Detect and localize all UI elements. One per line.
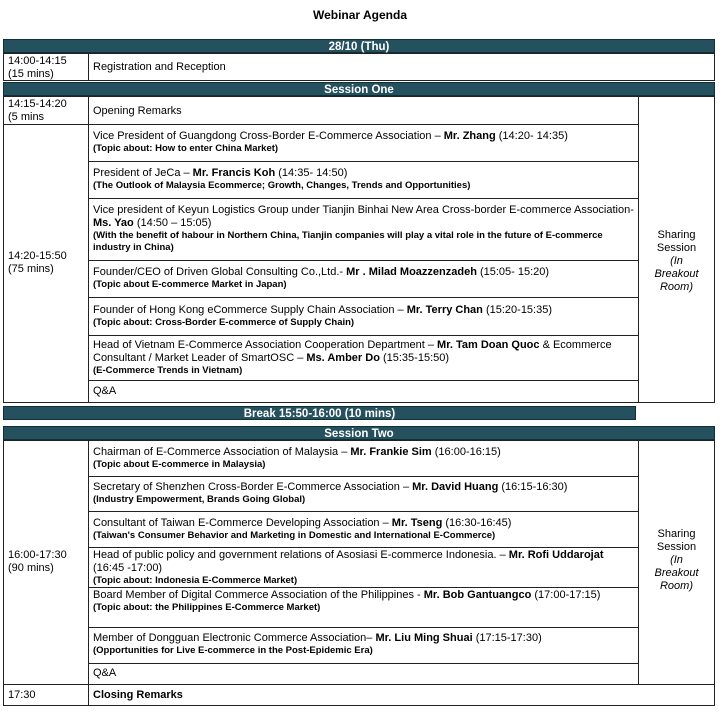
session-one-talk-6: Head of Vietnam E-Commerce Association Cooperation Department – Mr. Tam Doan Quoc & Ecommerce Consultant / Market Leader of SmartOSC – Ms. Amber Do (15:35-15:50) (E-Commerce Trends in Vietnam) — [88, 335, 639, 381]
opening-duration: (5 mins — [8, 111, 45, 123]
talk-topic: (With the benefit of habour in Northern China, Tianjin companies will play a vital role in the future of E-commerce industry in China) — [93, 230, 603, 253]
registration-label: Registration and Reception — [88, 53, 715, 81]
talk-topic: (Topic about E-commerce Market in Japan) — [93, 279, 287, 290]
session-one-talk-5: Founder of Hong Kong eCommerce Supply Chain Association – Mr. Terry Chan (15:20-15:35) (Topic about: Cross-Border E-commerce of Supply Chain) — [88, 297, 639, 336]
closing-time: 17:30 — [3, 684, 89, 706]
session-two-talk-4: Head of public policy and government relations of Asosiasi E-commerce Indonesia. – Mr. Rofi Uddarojat (16:45 -17:00) (Topic about: Indonesia E-Commerce Market) — [88, 547, 639, 588]
session-two-time: 16:00-17:30 — [8, 549, 67, 561]
session-one-talk-1: Vice President of Guangdong Cross-Border E-Commerce Association – Mr. Zhang (14:20- 14:35) (Topic about: How to enter China Market) — [88, 124, 639, 162]
session-one-header: Session One — [3, 82, 715, 96]
registration-time: 14:00-14:15 — [8, 55, 67, 67]
break-header: Break 15:50-16:00 (10 mins) — [3, 406, 636, 420]
session-one-sharing-cell: Sharing Session (In Breakout Room) — [638, 96, 715, 403]
session-two-time-cell — [3, 440, 89, 685]
session-two-talk-1: Chairman of E-Commerce Association of Malaysia – Mr. Frankie Sim (16:00-16:15) (Topic about E-commerce in Malaysia) — [88, 440, 639, 477]
session-two-duration: (90 mins) — [8, 562, 54, 574]
talk-topic: (Topic about: the Philippines E-Commerce Market) — [93, 602, 321, 613]
talk-topic: (The Outlook of Malaysia Ecommerce; Growth, Changes, Trends and Opportunities) — [93, 180, 471, 191]
session-one-time: 14:20-15:50 — [8, 250, 67, 262]
talk-topic: (Topic about: Cross-Border E-commerce of Supply Chain) — [93, 317, 355, 328]
session-one-talk-3: Vice president of Keyun Logistics Group under Tianjin Binhai New Area Cross-border E-commerce Association- Ms. Yao (14:50 – 15:05) (With the benefit of habour in Northern China, Tianjin companies will play a vital role in the future of E-commerce industry in China) — [88, 198, 639, 261]
opening-time: 14:15-14:20 — [8, 98, 67, 110]
opening-time-cell — [3, 96, 89, 125]
session-two-talk-5: Board Member of Digital Commerce Association of the Philippines - Mr. Bob Gantuangco (17:00-17:15) (Topic about: the Philippines E-Commerce Market) — [88, 587, 639, 628]
registration-duration: (15 mins) — [8, 68, 54, 80]
talk-topic: (Taiwan's Consumer Behavior and Marketing in Domestic and International E-Commerce) — [93, 530, 496, 541]
talk-topic: (E-Commerce Trends in Vietnam) — [93, 365, 243, 376]
session-one-talk-2: President of JeCa – Mr. Francis Koh (14:35- 14:50) (The Outlook of Malaysia Ecommerce; Growth, Changes, Trends and Opportunities) — [88, 161, 639, 199]
session-two-talk-6: Member of Dongguan Electronic Commerce Association– Mr. Liu Ming Shuai (17:15-17:30) (Opportunities for Live E-commerce in the Post-Epidemic Era) — [88, 627, 639, 664]
session-two-qa: Q&A — [88, 663, 639, 685]
talk-topic: (Opportunities for Live E-commerce in the Post-Epidemic Era) — [93, 645, 373, 656]
page-title: Webinar Agenda — [312, 8, 407, 22]
session-two-talk-3: Consultant of Taiwan E-Commerce Developing Association – Mr. Tseng (16:30-16:45) (Taiwan's Consumer Behavior and Marketing in Domestic and International E-Commerce) — [88, 511, 639, 548]
session-one-talk-4: Founder/CEO of Driven Global Consulting Co.,Ltd.- Mr . Milad Moazzenzadeh (15:05- 15:20) (Topic about E-commerce Market in Japan) — [88, 260, 639, 298]
talk-topic: (Topic about: How to enter China Market) — [93, 143, 279, 154]
registration-time-cell — [3, 53, 89, 81]
session-one-duration: (75 mins) — [8, 263, 54, 275]
talk-topic: (Topic about: Indonesia E-Commerce Market) — [93, 575, 298, 586]
date-header: 28/10 (Thu) — [3, 39, 715, 53]
closing-label: Closing Remarks — [88, 684, 715, 706]
opening-label: Opening Remarks — [88, 96, 639, 125]
session-two-talk-2: Secretary of Shenzhen Cross-Border E-Commerce Association – Mr. David Huang (16:15-16:30) (Industry Empowerment, Brands Going Global) — [88, 476, 639, 512]
session-one-time-cell — [3, 124, 89, 403]
talk-topic: (Topic about E-commerce in Malaysia) — [93, 459, 266, 470]
talk-topic: (Industry Empowerment, Brands Going Global) — [93, 494, 306, 505]
session-two-header: Session Two — [3, 426, 715, 440]
session-one-qa: Q&A — [88, 380, 639, 403]
session-two-sharing-cell: Sharing Session (In Breakout Room) — [638, 440, 715, 685]
